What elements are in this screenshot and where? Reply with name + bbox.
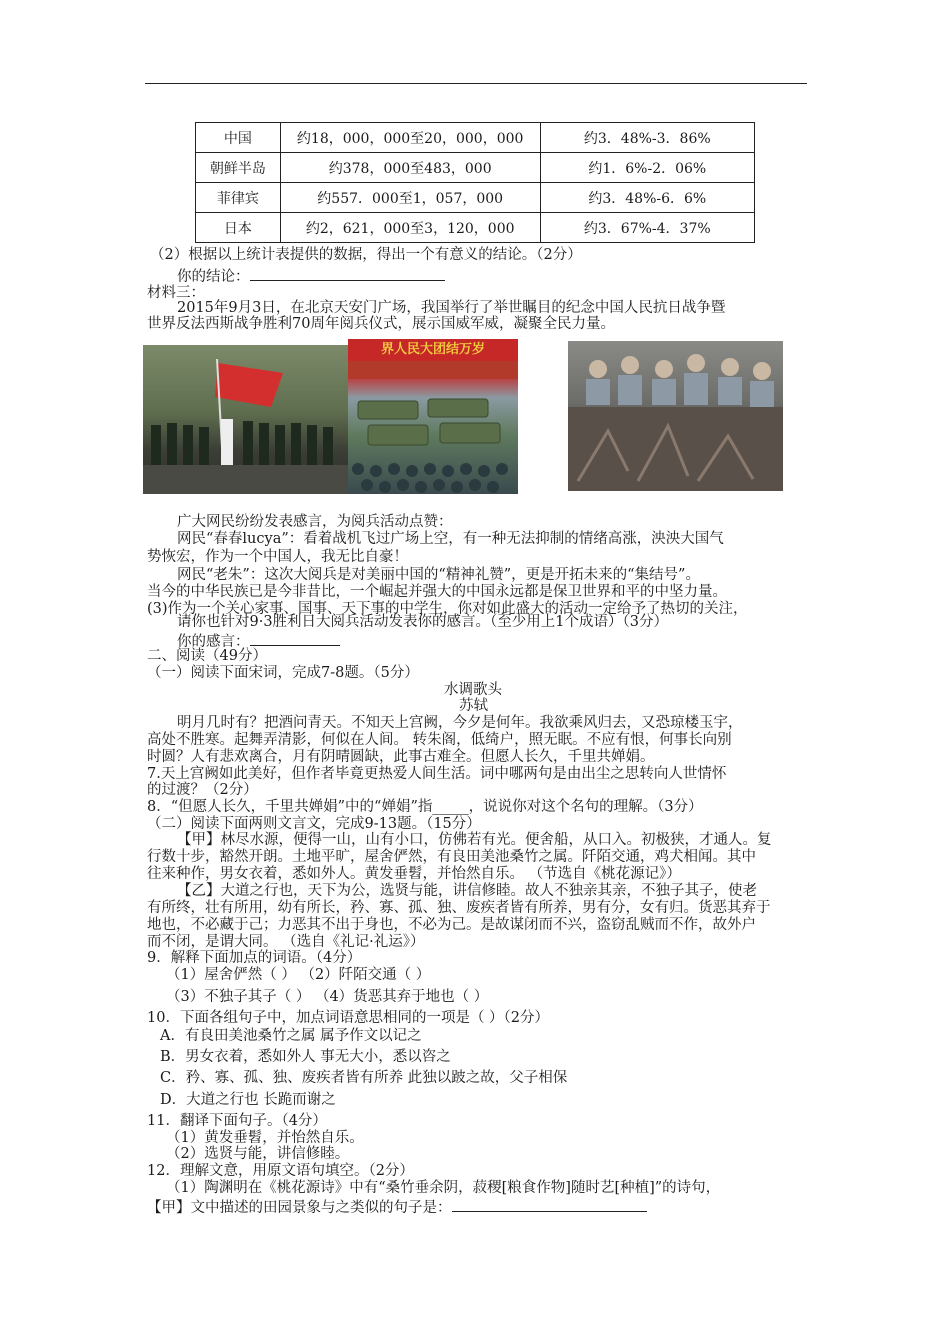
table-cell-number: 约378，000至483，000 bbox=[280, 153, 540, 183]
text-line-content: 你的结论： bbox=[177, 269, 250, 285]
text-line-content: 地也，不必藏于己；力恶其不出于身也，不必为己。是故谋闭而不兴，盗窃乱贼而不作，故外户 bbox=[147, 917, 756, 933]
answer-blank[interactable] bbox=[250, 631, 340, 646]
text-line bbox=[459, 698, 488, 715]
text-line bbox=[160, 1028, 422, 1045]
text-line bbox=[177, 883, 757, 900]
text-line-content: 行数十步，豁然开朗。土地平旷，屋舍俨然，有良田美池桑竹之属。阡陌交通，鸡犬相闻。其中 bbox=[147, 849, 756, 865]
text-line bbox=[147, 316, 615, 333]
text-line bbox=[147, 917, 756, 934]
text-line bbox=[147, 749, 655, 766]
text-line-content: 9．解释下面加点的词语。（4分） bbox=[147, 950, 362, 966]
header-rule bbox=[145, 83, 807, 84]
text-line bbox=[147, 900, 771, 917]
text-line bbox=[166, 1180, 720, 1197]
text-line-content: 【乙】大道之行也，天下为公，选贤与能，讲信修睦。故人不独亲其亲，不独子其子，使老 bbox=[177, 883, 757, 899]
text-line-content: 苏轼 bbox=[459, 698, 488, 714]
parade-photos bbox=[143, 339, 783, 494]
table-cell-number: 约557．000至1，057，000 bbox=[280, 183, 540, 213]
text-line-content: 材料三： bbox=[147, 285, 205, 301]
text-line bbox=[166, 989, 488, 1006]
text-line-content: C．矜、寡、孤、独、废疾者皆有所养 此独以跛之故，父子相保 bbox=[160, 1070, 568, 1086]
text-line bbox=[177, 531, 724, 548]
text-line-content: 广大网民纷纷发表感言，为阅兵活动点赞： bbox=[177, 514, 453, 530]
text-line bbox=[166, 967, 430, 984]
table-cell-ratio: 约3．48%-6．6% bbox=[540, 183, 754, 213]
table-cell-ratio: 约1．6%-2．06% bbox=[540, 153, 754, 183]
text-line-content: 8．“但愿人长久，千里共婵娟”中的“婵娟”指_____，说说你对这个名句的理解。（3分） bbox=[147, 799, 703, 815]
text-line bbox=[147, 1010, 549, 1027]
text-line-content: （1）黄发垂髫，并怡然自乐。 bbox=[166, 1130, 364, 1146]
text-line bbox=[177, 266, 445, 286]
text-line-content: （1）屋舍俨然（ ） （2）阡陌交通（ ） bbox=[166, 967, 431, 983]
photo-veterans bbox=[568, 341, 783, 491]
text-line-content: A．有良田美池桑竹之属 属予作文以记之 bbox=[160, 1028, 422, 1044]
photo-missile-vehicles bbox=[348, 339, 518, 494]
text-line-content: 有所终，壮有所用，幼有所长，矜、寡、孤、独、废疾者皆有所养，男有分，女有归。货恶其弃于 bbox=[147, 900, 771, 916]
text-line bbox=[147, 732, 732, 749]
text-line bbox=[147, 799, 703, 816]
table-row bbox=[196, 213, 755, 243]
text-line bbox=[147, 1163, 414, 1180]
table-cell-number: 约2，621，000至3，120，000 bbox=[280, 213, 540, 243]
text-line-content: （2）根据以上统计表提供的数据，得出一个有意义的结论。（2分） bbox=[150, 247, 582, 263]
text-line bbox=[147, 816, 481, 833]
text-line bbox=[147, 1113, 327, 1130]
text-line-content: 高处不胜寒。起舞弄清影，何似在人间。 转朱阁，低绮户，照无眠。不应有恨，何事长向别 bbox=[147, 732, 732, 748]
text-line-content: B．男女衣着，悉如外人 事无大小，悉以咨之 bbox=[160, 1049, 451, 1065]
text-line bbox=[177, 614, 668, 631]
text-line-content: 11．翻译下面句子。（4分） bbox=[147, 1113, 327, 1129]
text-line-content: 而不闭，是谓大同。 （选自《礼记·礼运》） bbox=[147, 934, 425, 950]
text-line-content: D．大道之行也 长跪而谢之 bbox=[160, 1092, 336, 1108]
text-line-content: 【甲】林尽水源，便得一山，山有小口，仿佛若有光。便舍船，从口入。初极狭，才通人。复 bbox=[177, 832, 772, 848]
text-line-content: 往来种作，男女衣着，悉如外人。黄发垂髫，并怡然自乐。 （节选自《桃花源记》） bbox=[147, 866, 681, 882]
text-line bbox=[147, 1197, 647, 1217]
text-line bbox=[147, 766, 726, 783]
text-line bbox=[147, 648, 267, 665]
text-line-content: 水调歌头 bbox=[444, 682, 502, 698]
text-line bbox=[147, 665, 419, 682]
text-line bbox=[160, 1092, 336, 1109]
table-row bbox=[196, 153, 755, 183]
table-row bbox=[196, 183, 755, 213]
text-line-content: 12．理解文意，用原文语句填空。（2分） bbox=[147, 1163, 414, 1179]
text-line bbox=[177, 715, 743, 732]
text-line-content: 的过渡？（2分） bbox=[147, 782, 258, 798]
text-line-content: 网民“老朱”：这次大阅兵是对美丽中国的“精神礼赞”，更是开拓未来的“集结号”。 bbox=[177, 567, 700, 583]
text-line-content: 世界反法西斯战争胜利70周年阅兵仪式，展示国威军威，凝聚全民力量。 bbox=[147, 316, 615, 332]
text-line-content: 你的感言： bbox=[177, 634, 250, 650]
text-line bbox=[147, 549, 408, 566]
text-line bbox=[147, 866, 681, 883]
table-cell-region: 日本 bbox=[196, 213, 281, 243]
text-line-content: 请你也针对9·3胜利日大阅兵活动发表你的感言。（至少用上1个成语）（3分） bbox=[177, 614, 669, 630]
text-line bbox=[160, 1049, 451, 1066]
tiananmen-banner: 界人民大团结万岁 bbox=[348, 339, 518, 361]
text-line-content: 【甲】文中描述的田园景象与之类似的句子是： bbox=[147, 1200, 452, 1216]
table-cell-region: 朝鲜半岛 bbox=[196, 153, 281, 183]
text-line-content: 当今的中华民族已是今非昔比，一个崛起并强大的中国永远都是保卫世界和平的中坚力量。 bbox=[147, 584, 727, 600]
text-line bbox=[147, 934, 424, 951]
text-line bbox=[150, 247, 582, 264]
text-line bbox=[147, 849, 756, 866]
text-line bbox=[160, 1070, 567, 1087]
text-line-content: 二、阅读（49分） bbox=[147, 648, 267, 664]
text-line-content: 7.天上宫阙如此美好，但作者毕竟更热爱人间生活。词中哪两句是由出尘之思转向人世情怀 bbox=[147, 766, 727, 782]
text-line-content: （3）不独子其子（ ） （4）货恶其弃于地也（ ） bbox=[166, 989, 489, 1005]
text-line bbox=[147, 584, 727, 601]
text-line-content: （1）陶渊明在《桃花源诗》中有“桑竹垂余阴，菽稷[粮食作物]随时艺[种植]”的诗句， bbox=[166, 1180, 721, 1196]
text-line bbox=[177, 832, 772, 849]
text-line-content: 势恢宏，作为一个中国人，我无比自豪！ bbox=[147, 549, 408, 565]
table-cell-region: 中国 bbox=[196, 123, 281, 153]
text-line-content: （2）选贤与能，讲信修睦。 bbox=[166, 1146, 350, 1162]
text-line-content: （一）阅读下面宋词，完成7-8题。（5分） bbox=[147, 665, 419, 681]
table-row bbox=[196, 123, 755, 153]
text-line bbox=[166, 1146, 349, 1163]
text-line bbox=[147, 782, 258, 799]
text-line bbox=[177, 300, 725, 317]
text-line-content: 时圆？人有悲欢离合，月有阴晴圆缺，此事古难全。但愿人长久，千里共婵娟。 bbox=[147, 749, 655, 765]
text-line bbox=[147, 950, 361, 967]
text-line bbox=[166, 1130, 364, 1147]
photo-flag-guard bbox=[143, 345, 348, 494]
answer-blank[interactable] bbox=[250, 266, 445, 281]
answer-blank[interactable] bbox=[452, 1197, 647, 1212]
table-cell-ratio: 约3．48%-3．86% bbox=[540, 123, 754, 153]
text-line-content: 2015年9月3日，在北京天安门广场，我国举行了举世瞩目的纪念中国人民抗日战争暨 bbox=[177, 300, 726, 316]
table-cell-number: 约18，000，000至20，000，000 bbox=[280, 123, 540, 153]
text-line-content: （二）阅读下面两则文言文，完成9-13题。（15分） bbox=[147, 816, 481, 832]
text-line-content: 10．下面各组句子中，加点词语意思相同的一项是（ ）（2分） bbox=[147, 1010, 550, 1026]
table-cell-region: 菲律宾 bbox=[196, 183, 281, 213]
text-line bbox=[444, 682, 502, 699]
text-line-content: 网民“春春lucya”：看着战机飞过广场上空，有一种无法抑制的情绪高涨，泱泱大国气 bbox=[177, 531, 724, 547]
text-line bbox=[177, 567, 700, 584]
text-line bbox=[177, 514, 453, 531]
statistics-table bbox=[195, 122, 755, 243]
text-line-content: 明月几时有？把酒问青天。不知天上宫阙，今夕是何年。我欲乘风归去，又恐琼楼玉宇， bbox=[177, 715, 743, 731]
table-cell-ratio: 约3．67%-4．37% bbox=[540, 213, 754, 243]
text-line-content: (3)作为一个关心家事、国事、天下事的中学生，你对如此盛大的活动一定给予了热切的关注， bbox=[147, 601, 748, 617]
